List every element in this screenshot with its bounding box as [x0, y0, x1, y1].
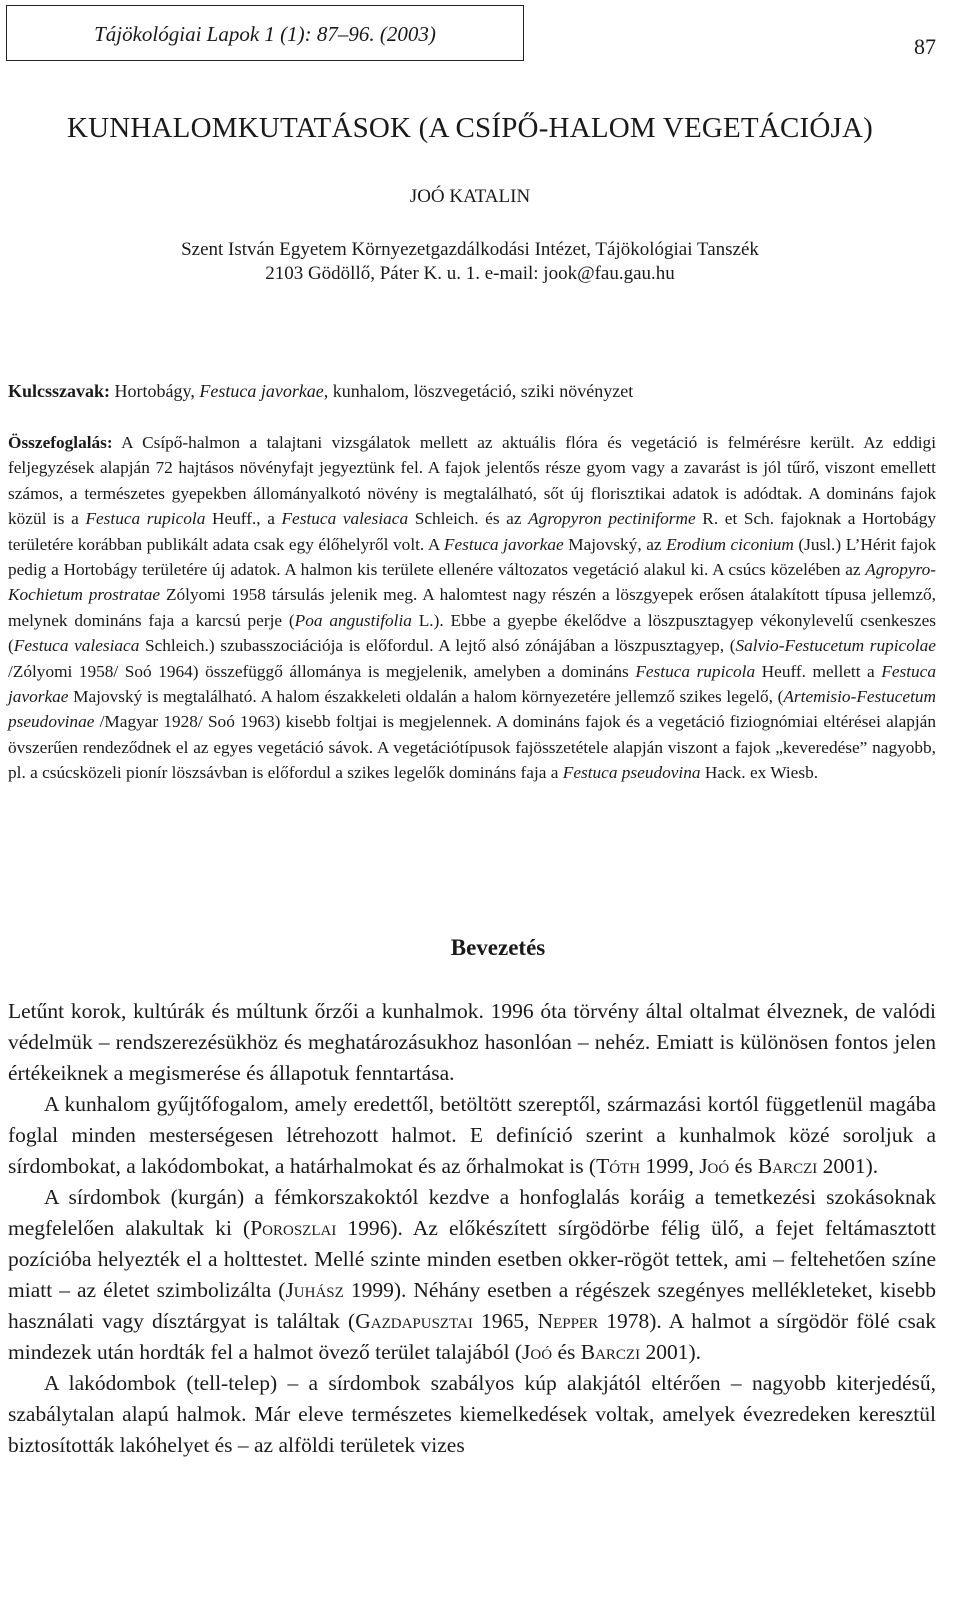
species-name: Festuca pseudovina	[562, 763, 701, 783]
body-paragraph	[8, 1089, 936, 1182]
citation-author: Joó	[522, 1340, 553, 1364]
abstract-label: Összefoglalás:	[8, 433, 113, 452]
species-name: Festuca rupicola	[85, 509, 206, 529]
body-text-run: 2001).	[817, 1154, 879, 1178]
species-name: Erodium ciconium	[666, 534, 794, 554]
species-name: Artemisio-Festucetum pseudovinae	[8, 687, 936, 732]
article-title: KUNHALOMKUTATÁSOK (A CSÍPŐ-HALOM VEGETÁCIÓJA)	[66, 112, 874, 144]
citation-author: Gazdapusztai	[355, 1309, 473, 1333]
species-name: Festuca valesiaca	[281, 509, 409, 529]
body-paragraph	[8, 1182, 936, 1368]
keywords-species: Festuca javorkae	[199, 381, 324, 401]
body-text-run: A kunhalom gyűjtőfogalom, amely eredettől, betöltött szereptől, származási kortól függetlenül magába foglal minden mesterségesen létrehozott halmot. E definíció szerint a kunhalmok közé soroljuk a sírdombokat, a lakódombokat, a határhalmokat és az őrhalmokat is (	[8, 1092, 936, 1178]
keywords-text: , kunhalom, löszvegetáció, sziki növényzet	[323, 381, 634, 401]
section-heading: Bevezetés	[450, 935, 546, 960]
keywords-label: Kulcsszavak:	[8, 381, 111, 401]
species-name: Poa angustifolia	[294, 610, 412, 630]
body-text	[8, 996, 936, 1461]
citation-author: Barczi	[580, 1340, 641, 1364]
affiliation	[0, 238, 940, 286]
body-text-run: és	[729, 1154, 758, 1178]
abstract-paragraph	[8, 430, 936, 786]
citation-author: Tóth	[596, 1154, 641, 1178]
abstract-text: Heuff., a	[205, 509, 282, 529]
keywords	[8, 381, 936, 402]
body-text-run: A sírdombok (kurgán) a fémkorszakoktól kezdve a honfoglalás koráig a temetkezési szokásoknak megfelelően alakultak ki (	[8, 1185, 936, 1240]
abstract-text: /Zólyomi 1958/ Soó 1964) összefüggő állománya is megjelenik, amelyben a domináns	[8, 661, 636, 681]
abstract-text: /Magyar 1928/ Soó 1963) kisebb foltjai is megjelennek. A domináns fajok és a vegetáció fiziognómiai eltérései alapján övszerűen rendeződnek el az egyes vegetáció sávok. A vegetációtípusok fajösszetétele alapján viszont a fajok „keveredése” nagyobb, pl. a csúcsközeli pionír löszsávban is előfordul a szikes legelők domináns faja a	[8, 712, 936, 783]
affiliation-line-1: Szent István Egyetem Környezetgazdálkodási Intézet, Tájökológiai Tanszék	[181, 239, 759, 260]
abstract-text: A Csípő-halmon a talajtani vizsgálatok mellett az aktuális flóra és vegetáció is felmérésre került. Az eddigi feljegyzések alapján 72 hajtásos növényfajt jegyeztünk fel. A fajok jelentős része gyom vagy a zavarást is jól tűrő, viszont emellett számos, a természetes gyepekben állományalkotó növény is megtalálható, sőt új florisztikai adatok is adódtak. A domináns fajok közül is a	[8, 433, 936, 529]
citation-author: Barczi	[757, 1154, 818, 1178]
abstract-text: L.). Ebbe a gyepbe ékelődve a löszpusztagyep vékonylevelű csenkeszes (	[8, 610, 936, 656]
abstract-text: Majovský is megtalálható. A halom északkeleti oldalán a halom környezetére jellemző szikes legelő, (	[68, 687, 784, 707]
abstract-text: R. et Sch. fajoknak a Hortobágy területére korábban publikált adata csak egy élőhelyről volt. A	[8, 509, 936, 554]
body-text-run: 1978). A halmot a sírgödör fölé csak mindezek után hordták fel a halmot övező terület talajából (	[8, 1309, 937, 1364]
abstract-text: Schleich.) szubasszociációja is előfordul. A lejtő alsó zónájában a löszpusztagyep, (	[139, 636, 736, 656]
body-text-run: és	[552, 1340, 581, 1364]
page-number: 87	[914, 34, 936, 59]
body-paragraph: A lakódombok (tell-telep) – a sírdombok szabályos kúp alakjától eltérően – nagyobb kiterjedésű, szabálytalan alapú halmok. Már eleve természetes kiemelkedések voltak, amelyek évezredeken keresztül biztosították lakóhelyet és – az alföldi területek vizes	[8, 1371, 936, 1457]
abstract	[8, 430, 936, 786]
body-paragraph: Letűnt korok, kultúrák és múltunk őrzői a kunhalmok. 1996 óta törvény által oltalmat élveznek, de valódi védelmük – rendszerezésükhöz és meghatározásukhoz hasonlóan – nehéz. Emiatt is különösen fontos jelen értékeiknek a megismerése és állapotuk fenntartása.	[8, 999, 936, 1085]
abstract-text: Zólyomi 1958 társulás jelenik meg. A halomtest nagy részén a löszgyepek erősen átalakított típusa jellemző, melynek domináns faja a karcsú perje (	[8, 585, 936, 630]
body-text-run: 1965,	[472, 1309, 538, 1333]
species-name: Salvio-Festucetum rupicolae	[735, 636, 936, 656]
species-name: Festuca javorkae	[443, 534, 564, 554]
body-text-run: 1999,	[640, 1154, 700, 1178]
abstract-text: Schleich. és az	[408, 509, 529, 529]
body-text-run: 1996). Az előkészített sírgödörbe félig ülő, a fejet feltámasztott pozícióba helyezték el a holttestet. Mellé szinte minden esetben okker-rögöt tettek, ami – feltehetően színe miatt – az életet szimbolizálta (	[8, 1216, 936, 1302]
citation-author: Nepper	[537, 1309, 599, 1333]
body-text-run: 2001).	[640, 1340, 701, 1364]
body-text-run: 1999). Néhány esetben a régészek szegényes mellékleteket, kisebb használati vagy dísztárgyat is találtak (	[8, 1278, 937, 1333]
species-name: Agropyron pectiniforme	[528, 509, 696, 529]
abstract-text: (Jusl.) L’Hérit fajok pedig a Hortobágy területére új adatok. A halmon kis területe ellenére változatos vegetáció alakul ki. A csúcs közelében az	[8, 534, 936, 580]
citation-author: Joó	[699, 1154, 730, 1178]
citation-author: Juhász	[285, 1278, 344, 1302]
keywords-text: Hortobágy,	[110, 381, 200, 401]
author-name: JOÓ KATALIN	[409, 186, 531, 207]
abstract-text: Hack. ex Wiesb.	[700, 763, 819, 783]
citation-author: Poroszlai	[250, 1216, 337, 1240]
species-name: Festuca valesiaca	[13, 636, 140, 656]
journal-citation: Tájökológiai Lapok 1 (1): 87–96. (2003)	[6, 5, 524, 61]
abstract-text: Heuff. mellett a	[755, 661, 882, 681]
species-name: Agropyro-Kochietum prostratae	[8, 560, 936, 605]
species-name: Festuca javorkae	[8, 661, 936, 707]
species-name: Festuca rupicola	[635, 661, 756, 681]
affiliation-line-2: 2103 Gödöllő, Páter K. u. 1. e-mail: jook@fau.gau.hu	[265, 263, 675, 284]
abstract-text: Majovský, az	[563, 534, 667, 554]
